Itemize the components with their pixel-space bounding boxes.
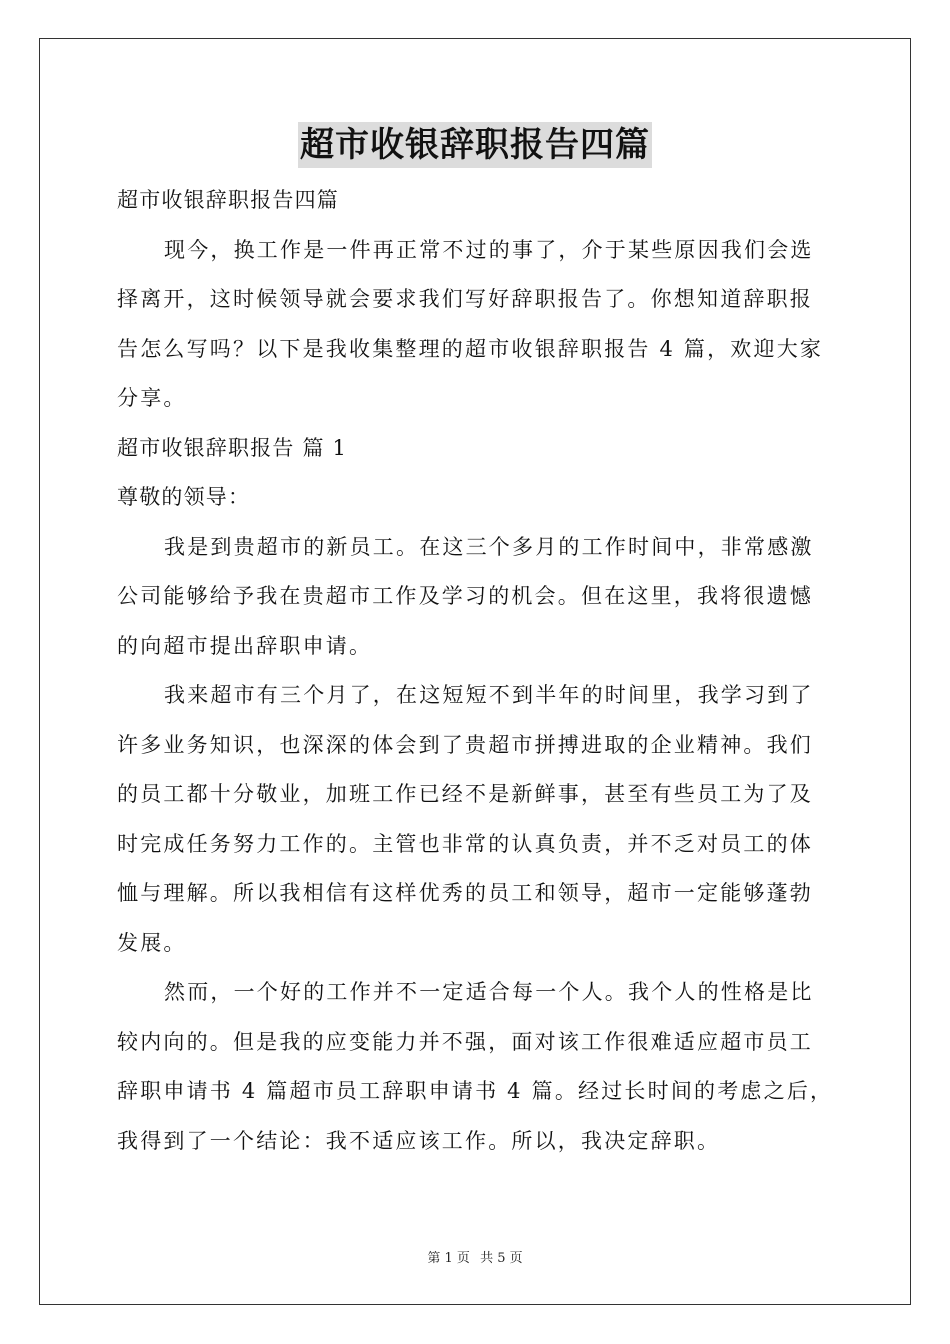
document-title-text: 超市收银辞职报告四篇 (298, 122, 652, 168)
body-line: 我来超市有三个月了，在这短短不到半年的时间里，我学习到了 (164, 683, 814, 707)
body-line-subtitle: 超市收银辞职报告四篇 (117, 188, 339, 212)
body-line: 然而，一个好的工作并不一定适合每一个人。我个人的性格是比 (164, 980, 814, 1004)
body-line: 时完成任务努力工作的。主管也非常的认真负责，并不乏对员工的体 (117, 831, 813, 856)
body-line: 公司能够给予我在贵超市工作及学习的机会。但在这里，我将很遗憾 (117, 584, 813, 608)
body-line: 辞职申请书 4 篇超市员工辞职申请书 4 篇。经过长时间的考虑之后， (117, 1079, 834, 1103)
body-line: 的向超市提出辞职申请。 (117, 633, 373, 658)
body-line: 发展。 (117, 930, 187, 955)
body-line: 择离开，这时候领导就会要求我们写好辞职报告了。你想知道辞职报 (117, 287, 813, 311)
page-footer (0, 1247, 950, 1266)
body-line: 较内向的。但是我的应变能力并不强，面对该工作很难适应超市员工 (117, 1029, 813, 1054)
page-total: 共 5 页 (480, 1251, 523, 1266)
page-number: 第 1 页 (427, 1251, 470, 1266)
document-body (117, 176, 835, 1166)
section-heading: 超市收银辞职报告 篇 1 (117, 435, 348, 460)
body-line: 分享。 (117, 386, 187, 410)
document-title (0, 122, 950, 168)
salutation: 尊敬的领导： (117, 485, 251, 509)
body-line: 现今，换工作是一件再正常不过的事了，介于某些原因我们会选 (164, 237, 814, 262)
body-line: 恤与理解。所以我相信有这样优秀的员工和领导，超市一定能够蓬勃 (117, 881, 813, 905)
body-line: 许多业务知识，也深深的体会到了贵超市拼搏进取的企业精神。我们 (117, 732, 813, 757)
body-line: 我得到了一个结论：我不适应该工作。所以，我决定辞职。 (117, 1128, 721, 1153)
body-line: 告怎么写吗？以下是我收集整理的超市收银辞职报告 4 篇，欢迎大家 (117, 336, 824, 361)
body-line: 我是到贵超市的新员工。在这三个多月的工作时间中，非常感激 (164, 534, 814, 559)
body-line: 的员工都十分敬业，加班工作已经不是新鲜事，甚至有些员工为了及 (117, 782, 813, 806)
